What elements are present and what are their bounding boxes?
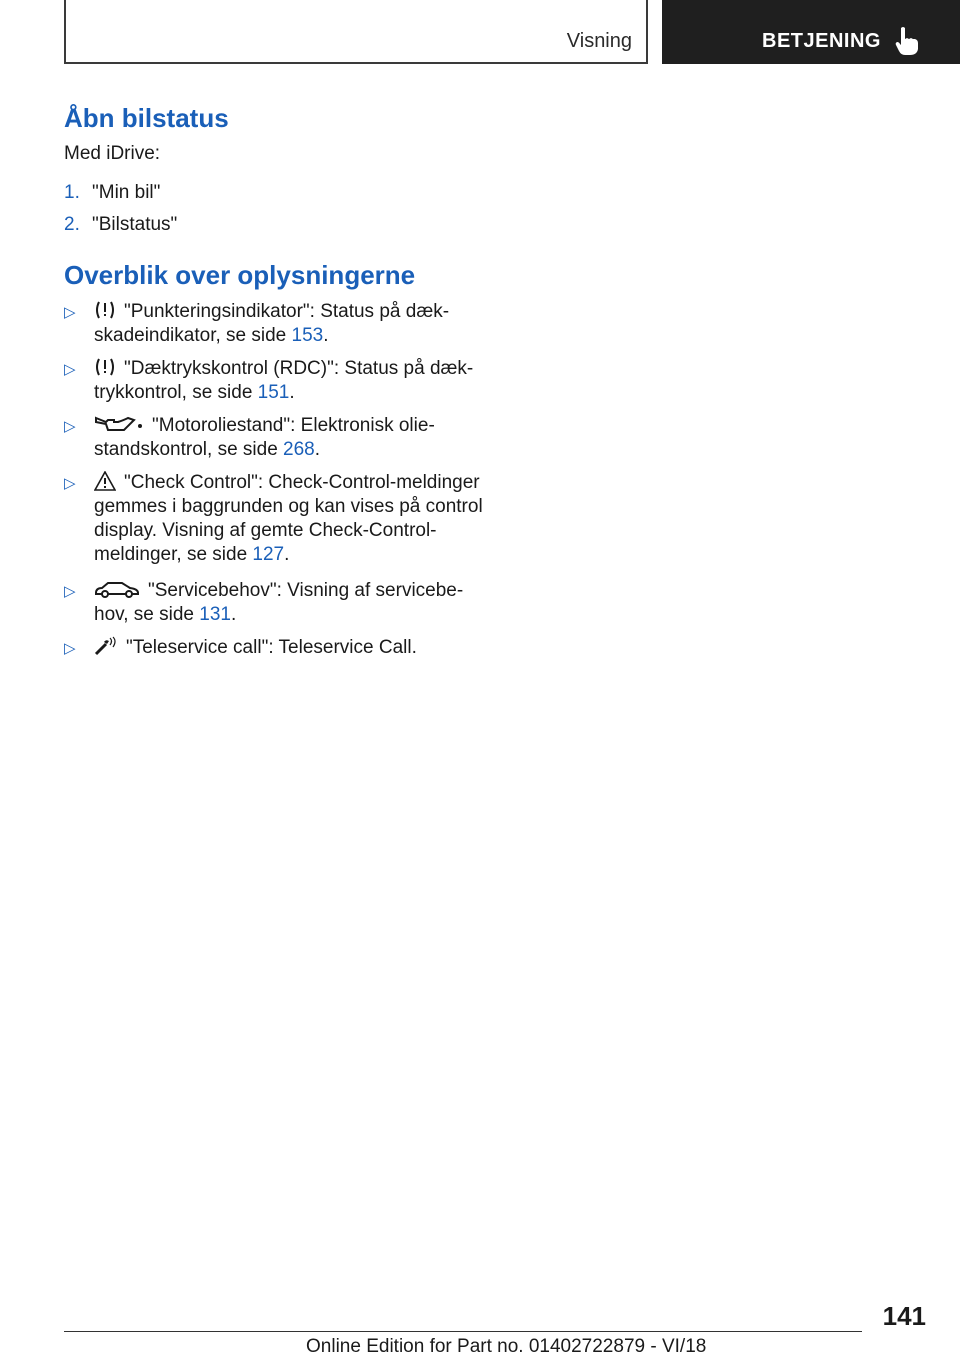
- tire-warning-icon: [94, 300, 116, 320]
- header-section-box: [64, 0, 648, 64]
- triangle-right-icon: ▷: [64, 304, 76, 321]
- step-item: [64, 214, 177, 236]
- page-link[interactable]: 127: [252, 544, 285, 565]
- warning-triangle-icon: [94, 471, 116, 491]
- item-text: "Servicebehov": Visning af servicebehov, se side: [94, 580, 464, 625]
- footer-divider: [64, 1331, 862, 1332]
- item-text: "Motoroliestand": Elektronisk oliestandskontrol, se side: [94, 415, 435, 460]
- step-text: "Bilstatus": [92, 214, 178, 235]
- intro-text: Med iDrive:: [64, 143, 161, 164]
- tire-warning-icon: [94, 357, 116, 377]
- list-item: [64, 471, 484, 567]
- item-text: "Punkteringsindikator": Status på dækskadeindikator, se side: [94, 301, 450, 346]
- triangle-right-icon: ▷: [64, 475, 76, 492]
- step-item: [64, 182, 160, 204]
- step-text: "Min bil": [92, 182, 161, 203]
- wrench-signal-icon: [94, 636, 118, 656]
- item-end: .: [323, 325, 329, 346]
- step-number: 2.: [64, 214, 80, 235]
- list-item: [64, 636, 484, 660]
- item-end: .: [314, 439, 321, 460]
- footer-edition: Online Edition for Part no. 01402722879 - VI/18: [306, 1336, 707, 1357]
- page-number: 141: [882, 1301, 926, 1331]
- list-item: [64, 579, 484, 627]
- item-text: "Dæktrykskontrol (RDC)": Status på dæktrykkontrol, se side: [94, 358, 474, 403]
- list-item: [64, 300, 484, 348]
- oil-can-icon: [94, 414, 144, 434]
- page-link[interactable]: 153: [291, 325, 324, 346]
- triangle-right-icon: ▷: [64, 640, 76, 657]
- step-number: 1.: [64, 182, 80, 203]
- triangle-right-icon: ▷: [64, 583, 76, 600]
- header-section-title: Visning: [566, 30, 632, 52]
- item-text: "Check Control": Check-Control-meldinger gemmes i baggrunden og kan vises på control display. Visning af gemte Check-Control-meldinger, se side: [94, 472, 483, 565]
- section-title-open-status: Åbn bilstatus: [64, 103, 229, 133]
- header-chapter-title: BETJENING: [762, 30, 881, 52]
- section-title-overview: Overblik over oplysningerne: [64, 260, 416, 290]
- item-end: .: [284, 544, 290, 565]
- car-service-icon: [94, 579, 140, 599]
- page-link[interactable]: 268: [283, 439, 315, 460]
- list-item: [64, 357, 484, 405]
- item-text: "Teleservice call": Teleservice Call.: [126, 637, 417, 658]
- item-end: .: [230, 604, 237, 625]
- page-link[interactable]: 151: [257, 382, 290, 403]
- page-link[interactable]: 131: [199, 604, 231, 625]
- triangle-right-icon: ▷: [64, 361, 76, 378]
- item-end: .: [289, 382, 295, 403]
- pointing-hand-icon: [894, 26, 920, 56]
- header-chapter-tab[interactable]: [662, 0, 960, 64]
- list-item: [64, 414, 484, 462]
- triangle-right-icon: ▷: [64, 418, 76, 435]
